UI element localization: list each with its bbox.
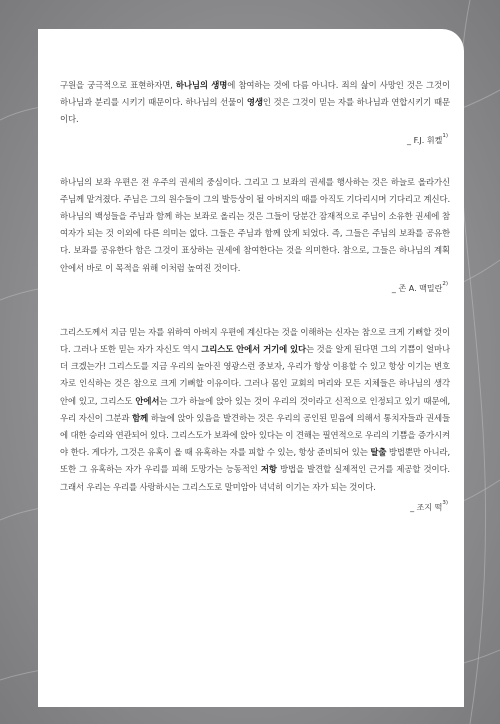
quote-2-paragraph-1 bbox=[60, 174, 450, 208]
emphasis-text: 저항 bbox=[260, 464, 277, 475]
quote-1-paragraph bbox=[60, 77, 450, 129]
emphasis-text: 함께 bbox=[132, 412, 149, 423]
quote-2-author: _ 존 A. 맥밀란 bbox=[391, 283, 443, 293]
text-run: 방법을 발견할 실제적인 근거를 제공할 것이다. 그래서 우리는 우리를 사랑하시는 그리스도로 말미암아 넉넉히 이기는 자가 되는 것이다. bbox=[60, 464, 450, 492]
text-run: 하나님의 보좌 우편은 전 우주의 권세의 중심이다. 그리고 그 보좌의 권세를 행사하는 것은 하늘로 올라가신 주님께 맡겨졌다. 주님은 그의 원수들이 그의 발등상이 될 아버지의 때를 아직도 기다리시며 기다리고 계신다. bbox=[60, 176, 451, 204]
emphasis-text: 탈출 bbox=[370, 447, 387, 458]
document-page bbox=[38, 29, 464, 707]
quote-block-2 bbox=[60, 174, 450, 294]
quote-3-footnote: 3) bbox=[442, 499, 448, 506]
text-run: 하늘에 앉아 있음을 발견하는 것은 우리의 공인된 믿음에 의해서 통치자들과 권세들에 대한 승리와 연관되어 있다. 그리스도가 보좌에 앉아 있다는 이 견해는 필연적으로 우리의 기쁨을 증가시켜야 한다. 게다가, 그것은 유혹이 올 때 유혹하는 자를 피할 수 있는, 항상 준비되어 있는 bbox=[60, 412, 451, 458]
emphasis-text: 하나님의 생명 bbox=[175, 80, 228, 90]
text-run: 하나님의 백성들을 주님과 함께 하는 보좌로 올리는 것은 그들이 당분간 잠재적으로 주님이 소유한 권세에 참여자가 되는 것 이외에 다른 의미는 없다. 그들은 주님과 함께 앉게 되었다. 즉, 그들은 주님의 보좌를 공유한다. 보좌를 공유한다 함은 그것이 표상하는 권세에 참여한다는 것을 의미한다. 참으로, 그들은 하나님의 계획 안에서 바로 이 목적을 위해 이처럼 높여진 것이다. bbox=[60, 211, 450, 273]
quote-3-author: _ 조지 떡 bbox=[410, 502, 443, 512]
quote-2-paragraph-2 bbox=[60, 208, 450, 277]
text-run: 는 것을 알게 된다면 그의 기쁨이 얼마나 더 크겠는가! 그리스도를 지금 우리의 높아진 영광스런 중보자, 우리가 항상 이용할 수 있고 항상 이기는 변호자로 인식하는 것은 참으로 크게 기뻐할 이유이다. 그러나 몸인 교회의 머리와 모든 지체들은 하나님의 생각 안에 있고, 그리스도 bbox=[60, 344, 450, 406]
text-run: 에 참여하는 것에 다름 아니다. 죄의 삶이 사망인 것은 그것이 하나님과 분리를 시키기 때문이다. 하나님의 선물이 bbox=[60, 80, 450, 108]
text-run: 그리스도께서 지금 믿는 자를 위하여 아버지 우편에 계신다는 것을 이해하는 신자는 참으로 크게 기뻐할 것이다. 그러나 또한 믿는 자가 자신도 역시 bbox=[60, 326, 450, 355]
emphasis-text: 안에서 bbox=[135, 395, 160, 406]
text-run: 구원을 궁극적으로 표현하자면, bbox=[60, 80, 176, 90]
text-run: 방법뿐만 아니라, 또한 그 유혹하는 자가 우리를 피해 도망가는 능동적인 bbox=[60, 447, 451, 475]
quote-2-attribution bbox=[60, 280, 448, 294]
quote-block-3 bbox=[60, 324, 450, 513]
quote-2-footnote: 2) bbox=[442, 280, 448, 287]
quote-block-1 bbox=[60, 77, 450, 146]
quote-1-author: _ F.J. 휘켈 bbox=[407, 135, 443, 145]
quote-3-attribution bbox=[60, 499, 448, 513]
emphasis-text: 그리스도 안에서 거기에 있다 bbox=[201, 344, 306, 355]
emphasis-text: 영생 bbox=[246, 97, 263, 108]
quote-1-footnote: 1) bbox=[442, 132, 448, 139]
quote-1-attribution bbox=[60, 132, 448, 146]
text-run: 는 그가 하늘에 앉아 있는 것이 우리의 것이라고 신적으로 인정되고 있기 때문에, 우리 자신이 그분과 bbox=[60, 395, 451, 423]
text-run: 인 것은 그것이 믿는 자를 하나님과 연합시키기 때문이다. bbox=[60, 97, 450, 125]
quote-3-paragraph bbox=[60, 324, 450, 496]
